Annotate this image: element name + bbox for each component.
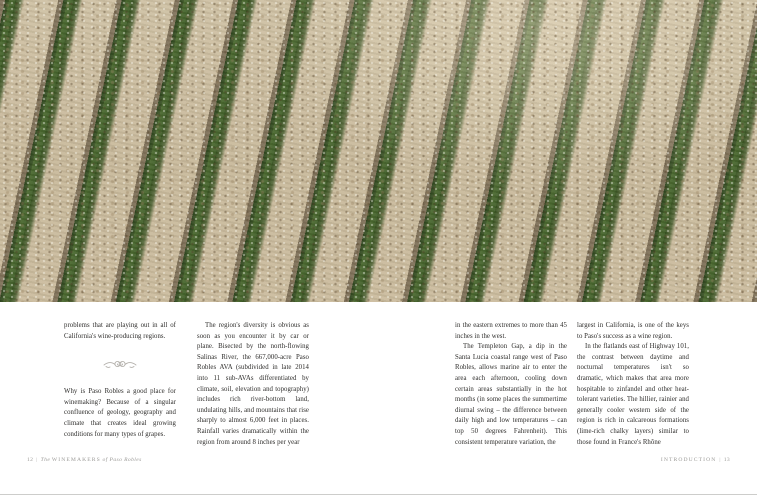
floral-ornament-icon	[102, 357, 138, 371]
book-title-post: of Paso Robles	[102, 457, 142, 463]
book-title-pre: The	[40, 457, 51, 463]
page-number-right: 13	[723, 457, 730, 463]
page-number-left: 12	[27, 457, 34, 463]
text-column-1	[64, 321, 176, 440]
page-bottom-edge	[0, 494, 757, 495]
section-label: INTRODUCTION	[660, 457, 717, 463]
footer-left	[27, 457, 142, 463]
footer-separator: |	[36, 457, 38, 463]
body-paragraph: problems that are playing out in all of California's wine-producing regions.	[64, 322, 176, 340]
section-break	[64, 357, 176, 371]
footer-separator: |	[719, 457, 721, 463]
body-paragraph: In the flatlands east of Highway 101, the contrast between daytime and nocturnal temperatures isn't so dramatic, which makes that area more hospitable to zinfandel and other heat-tolerant varieties. The hillier, rainier and generally cooler western side of the region is rich in calcareous formations (lime-rich chalky layers) similar to those found in France's Rhône	[577, 343, 689, 446]
body-paragraph: in the eastern extremes to more than 45 inches in the west.	[455, 322, 567, 340]
body-paragraph: The region's diversity is obvious as soon as you encounter it by car or plane. Bisected by the north-flowing Salinas River, the 667,000-acre Paso Robles AVA (subdivided in late 2014 into 11 sub-AVAs differentiated by climate, soil, elevation and topography) includes rich river-bottom land, undulating hills, and mountains that rise sharply to almost 6,000 feet in places. Rainfall varies dramatically within the region from around 8 inches per year	[197, 322, 309, 446]
text-column-4	[577, 321, 689, 448]
text-column-2	[197, 321, 309, 448]
body-paragraph: largest in California, is one of the keys to Paso's success as a wine region.	[577, 322, 689, 340]
book-title-main: WINEMAKERS	[51, 457, 101, 463]
body-paragraph: Why is Paso Robles a good place for winemaking? Because of a singular confluence of geology, geography and climate that creates ideal growing conditions for many types of grapes.	[64, 388, 176, 438]
footer-right	[661, 457, 730, 463]
text-column-3	[455, 321, 567, 448]
body-paragraph: The Templeton Gap, a dip in the Santa Lucia coastal range west of Paso Robles, allows marine air to enter the area each afternoon, cooling down certain areas substantially in the hot months (in some places the summertime diurnal swing – the difference between daily high and low temperatures – can top 50 degrees Fahrenheit). This consistent temperature variation, the	[455, 343, 567, 446]
